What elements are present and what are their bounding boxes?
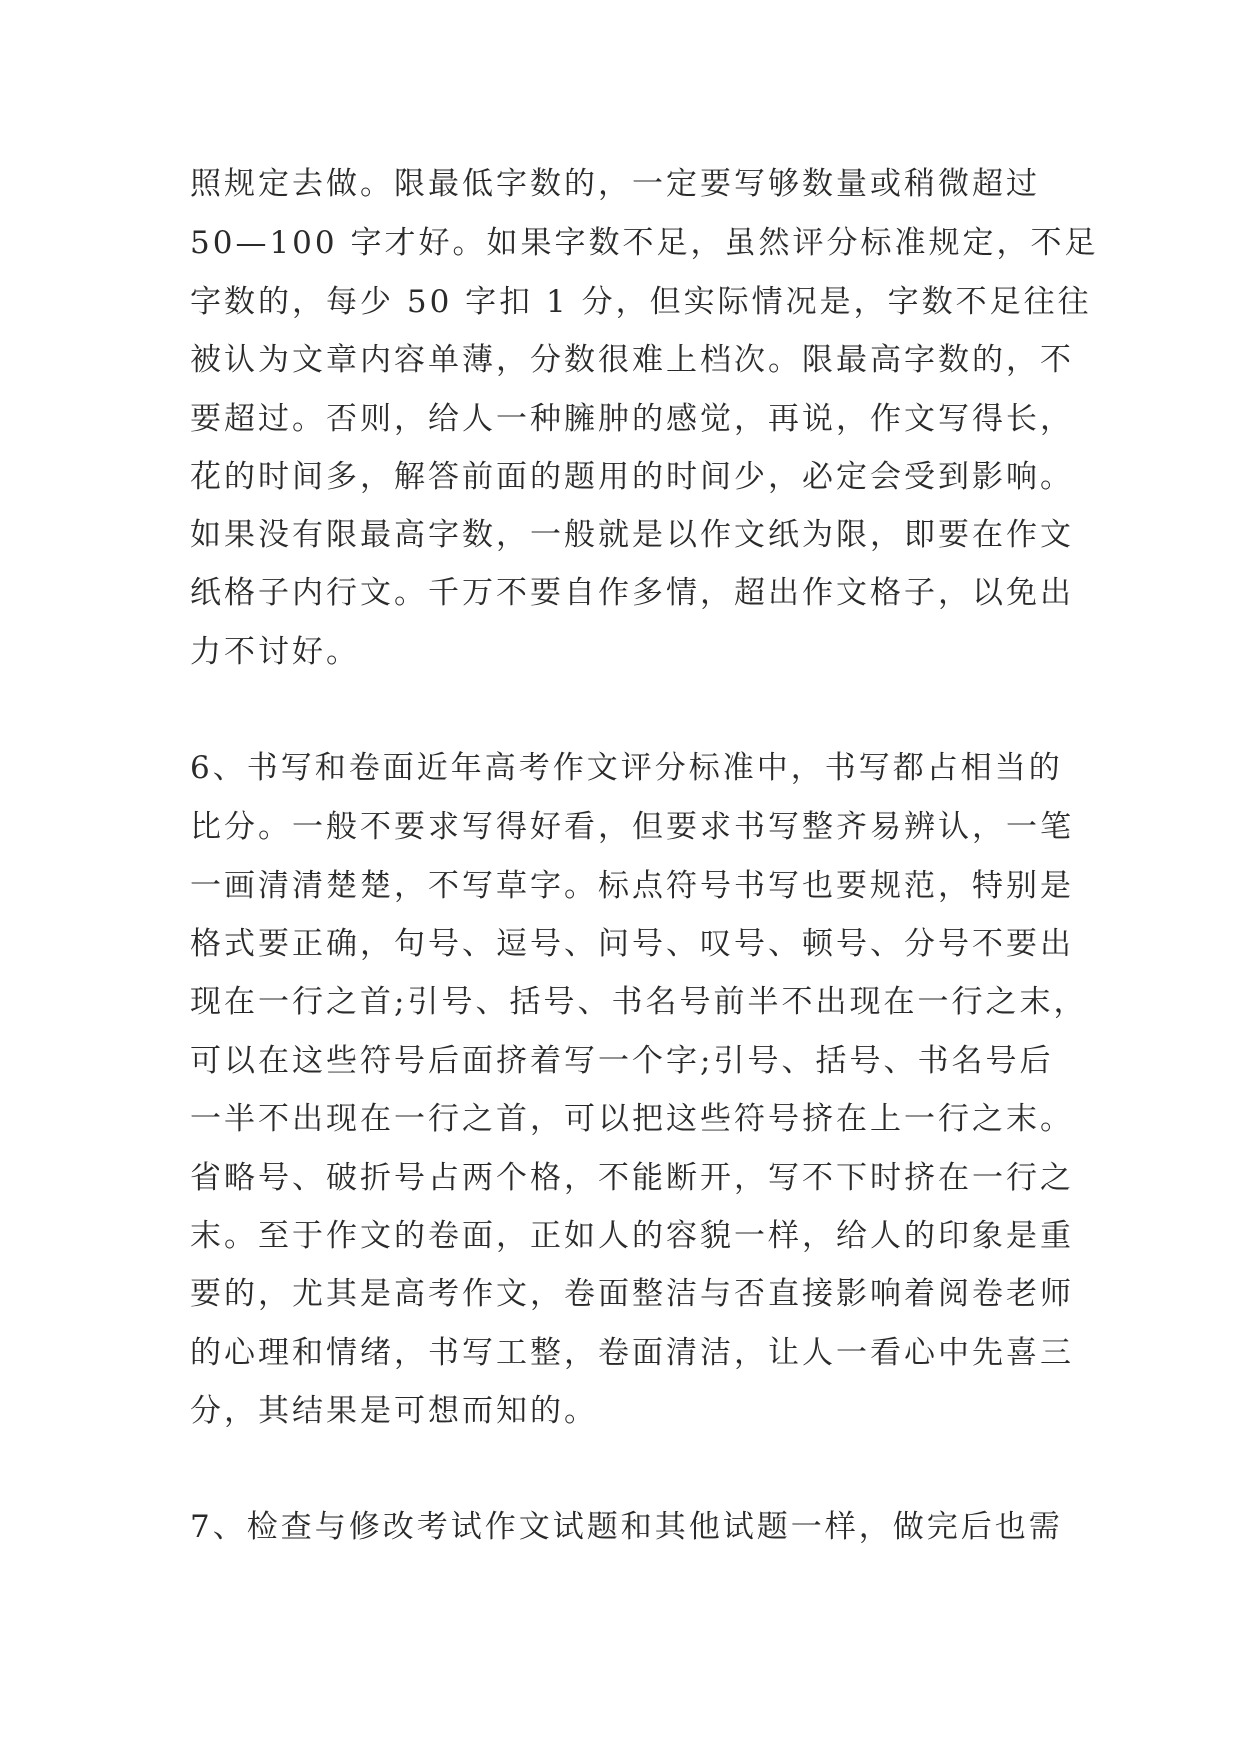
text-line: 的心理和情绪，书写工整，卷面清洁，让人一看心中先喜三 <box>190 1335 1074 1371</box>
text-line: 字数的，每少 50 字扣 1 分，但实际情况是，字数不足往往 <box>190 284 1092 320</box>
text-line: 纸格子内行文。千万不要自作多情，超出作文格子，以免出 <box>190 575 1074 611</box>
text-line: 分，其结果是可想而知的。 <box>190 1393 598 1429</box>
text-line: 一画清清楚楚，不写草字。标点符号书写也要规范，特别是 <box>190 868 1074 904</box>
text-line: 现在一行之首;引号、括号、书名号前半不出现在一行之末， <box>190 984 1088 1020</box>
text-line: 被认为文章内容单薄，分数很难上档次。限最高字数的，不 <box>190 342 1074 378</box>
text-line: 力不讨好。 <box>190 634 360 670</box>
text-line: 省略号、破折号占两个格，不能断开，写不下时挤在一行之 <box>190 1160 1074 1196</box>
text-line: 末。至于作文的卷面，正如人的容貌一样，给人的印象是重 <box>190 1218 1074 1254</box>
text-line: 要的，尤其是高考作文，卷面整洁与否直接影响着阅卷老师 <box>190 1276 1074 1312</box>
text-line: 格式要正确，句号、逗号、问号、叹号、顿号、分号不要出 <box>190 926 1074 962</box>
text-line: 6、书写和卷面近年高考作文评分标准中，书写都占相当的 <box>190 750 1063 786</box>
text-line: 要超过。否则，给人一种臃肿的感觉，再说，作文写得长， <box>190 401 1074 437</box>
text-line: 照规定去做。限最低字数的，一定要写够数量或稍微超过 <box>190 166 1040 202</box>
text-line: 一半不出现在一行之首，可以把这些符号挤在上一行之末。 <box>190 1101 1074 1137</box>
text-line: 可以在这些符号后面挤着写一个字;引号、括号、书名号后 <box>190 1043 1054 1079</box>
text-line: 50—100 字才好。如果字数不足，虽然评分标准规定，不足 <box>190 225 1099 261</box>
text-line: 如果没有限最高字数，一般就是以作文纸为限，即要在作文 <box>190 517 1074 553</box>
text-line: 比分。一般不要求写得好看，但要求书写整齐易辨认，一笔 <box>190 809 1074 845</box>
text-line: 7、检查与修改考试作文试题和其他试题一样，做完后也需 <box>190 1509 1063 1545</box>
text-line: 花的时间多，解答前面的题用的时间少，必定会受到影响。 <box>190 459 1074 495</box>
